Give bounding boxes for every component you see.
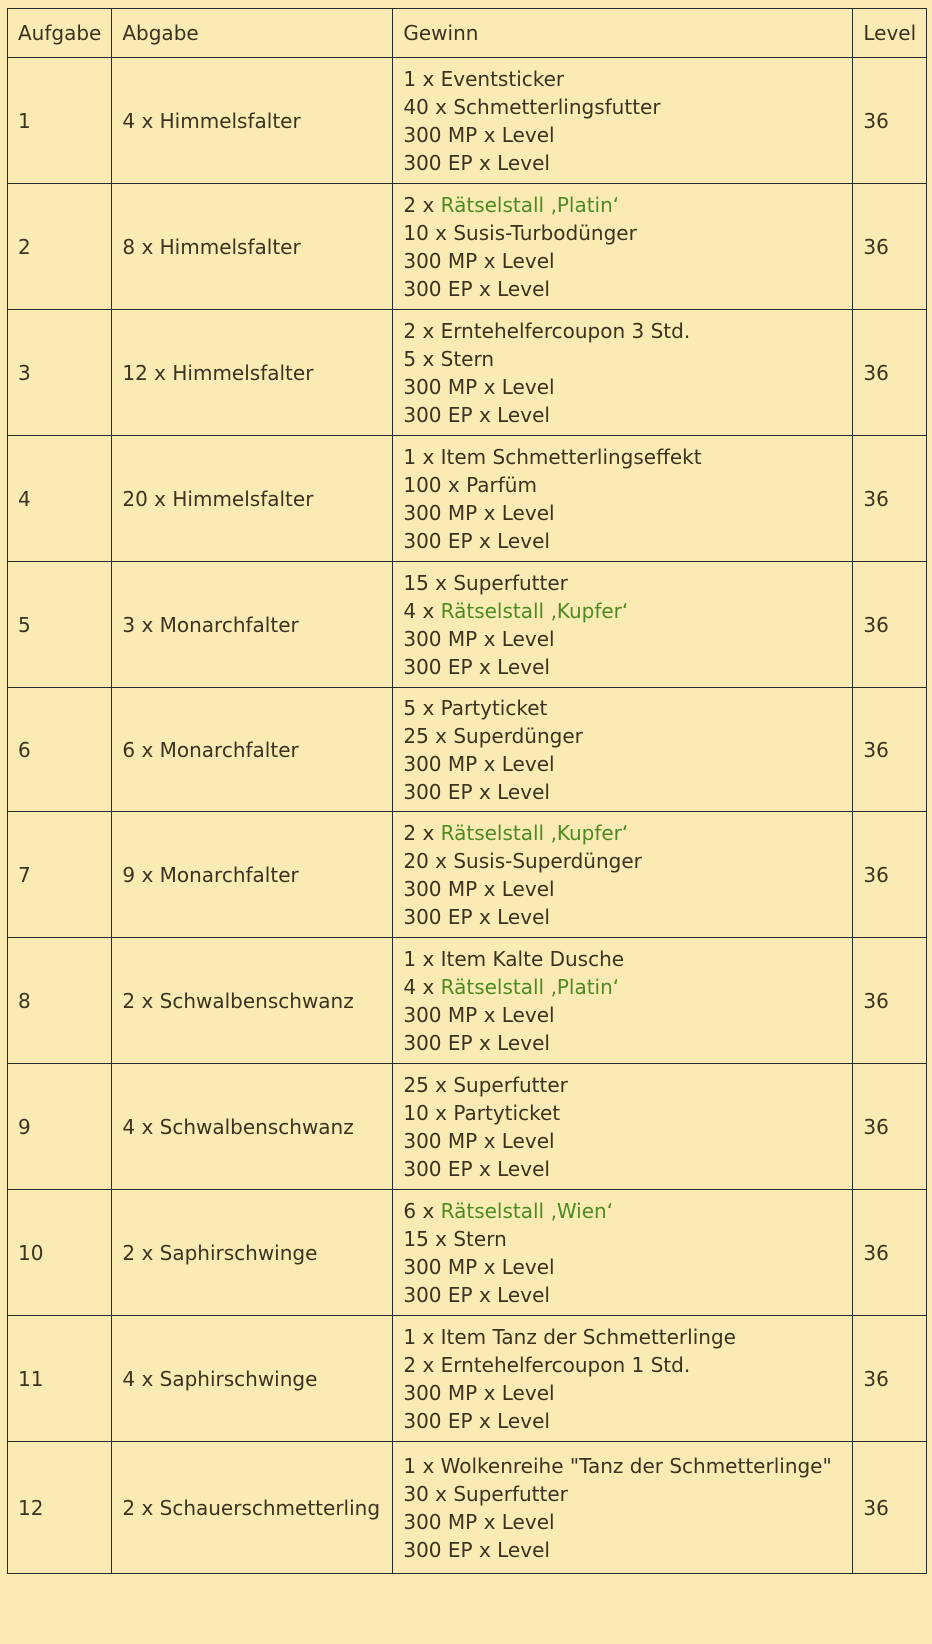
reward-line — [403, 750, 842, 778]
reward-text: 2 x Erntehelfercoupon 3 Std. — [403, 318, 691, 343]
reward-line — [403, 653, 842, 681]
cell-aufgabe: 9 — [8, 1064, 112, 1190]
cell-level: 36 — [853, 562, 927, 688]
reward-line — [403, 1253, 842, 1281]
cell-abgabe: 2 x Schwalbenschwanz — [112, 938, 393, 1064]
reward-line — [403, 1351, 842, 1379]
reward-line — [403, 1099, 842, 1127]
reward-text: 1 x Wolkenreihe "Tanz der Schmetterlinge" — [403, 1453, 832, 1478]
cell-gewinn — [393, 938, 853, 1064]
cell-gewinn — [393, 1442, 853, 1574]
reward-line — [403, 443, 842, 471]
cell-gewinn — [393, 1190, 853, 1316]
table-row — [8, 938, 927, 1064]
reward-text: 30 x Superfutter — [403, 1481, 568, 1506]
cell-abgabe: 4 x Saphirschwinge — [112, 1316, 393, 1442]
reward-line — [403, 471, 842, 499]
table-row — [8, 1190, 927, 1316]
reward-text: 300 MP x Level — [403, 374, 555, 399]
reward-line — [403, 1001, 842, 1029]
reward-line — [403, 373, 842, 401]
reward-link[interactable]: Rätselstall ‚Platin‘ — [440, 974, 620, 999]
reward-line — [403, 121, 842, 149]
table-row — [8, 1064, 927, 1190]
cell-abgabe: 8 x Himmelsfalter — [112, 184, 393, 310]
reward-text: 300 MP x Level — [403, 248, 555, 273]
cell-abgabe: 9 x Monarchfalter — [112, 812, 393, 938]
cell-gewinn — [393, 1316, 853, 1442]
reward-link[interactable]: Rätselstall ‚Kupfer‘ — [440, 598, 629, 623]
reward-line — [403, 527, 842, 555]
table-row — [8, 812, 927, 938]
reward-line — [403, 597, 842, 625]
reward-line — [403, 1508, 842, 1536]
table-row — [8, 1316, 927, 1442]
reward-text: 1 x Item Tanz der Schmetterlinge — [403, 1324, 736, 1349]
table-body — [8, 58, 927, 1574]
reward-text: 4 x — [403, 974, 441, 999]
reward-line — [403, 317, 842, 345]
reward-text: 300 MP x Level — [403, 1002, 555, 1027]
reward-line — [403, 819, 842, 847]
reward-text: 5 x Stern — [403, 346, 495, 371]
reward-text: 300 MP x Level — [403, 1254, 555, 1279]
reward-line — [403, 1071, 842, 1099]
reward-text: 5 x Partyticket — [403, 695, 548, 720]
reward-line — [403, 1155, 842, 1183]
reward-line — [403, 1407, 842, 1435]
reward-line — [403, 903, 842, 931]
cell-gewinn — [393, 436, 853, 562]
reward-line — [403, 778, 842, 806]
reward-text: 40 x Schmetterlingsfutter — [403, 94, 661, 119]
cell-aufgabe: 8 — [8, 938, 112, 1064]
reward-text: 300 EP x Level — [403, 1282, 550, 1307]
reward-text: 300 EP x Level — [403, 1030, 550, 1055]
cell-level: 36 — [853, 1316, 927, 1442]
reward-line — [403, 875, 842, 903]
reward-line — [403, 1197, 842, 1225]
reward-link[interactable]: Rätselstall ‚Wien‘ — [440, 1198, 614, 1223]
reward-line — [403, 275, 842, 303]
cell-level: 36 — [853, 812, 927, 938]
reward-text: 300 MP x Level — [403, 500, 555, 525]
reward-text: 300 EP x Level — [403, 150, 550, 175]
cell-level: 36 — [853, 1190, 927, 1316]
reward-text: 300 MP x Level — [403, 1128, 555, 1153]
reward-text: 15 x Stern — [403, 1226, 507, 1251]
cell-aufgabe: 6 — [8, 688, 112, 812]
table-row — [8, 436, 927, 562]
cell-gewinn — [393, 310, 853, 436]
cell-abgabe: 6 x Monarchfalter — [112, 688, 393, 812]
reward-link[interactable]: Rätselstall ‚Platin‘ — [440, 192, 620, 217]
reward-line — [403, 401, 842, 429]
cell-level: 36 — [853, 688, 927, 812]
header-row — [8, 9, 927, 58]
cell-abgabe: 3 x Monarchfalter — [112, 562, 393, 688]
header-level: Level — [853, 9, 927, 58]
table-row — [8, 310, 927, 436]
reward-line — [403, 1029, 842, 1057]
quest-table — [7, 8, 927, 1574]
reward-text: 300 MP x Level — [403, 1380, 555, 1405]
reward-text: 15 x Superfutter — [403, 570, 568, 595]
reward-text: 4 x — [403, 598, 441, 623]
reward-text: 300 MP x Level — [403, 751, 555, 776]
cell-level: 36 — [853, 436, 927, 562]
cell-level: 36 — [853, 184, 927, 310]
table-row — [8, 688, 927, 812]
reward-line — [403, 1480, 842, 1508]
cell-aufgabe: 7 — [8, 812, 112, 938]
reward-text: 2 x — [403, 820, 441, 845]
cell-abgabe: 2 x Saphirschwinge — [112, 1190, 393, 1316]
reward-line — [403, 625, 842, 653]
cell-abgabe: 4 x Himmelsfalter — [112, 58, 393, 184]
reward-line — [403, 499, 842, 527]
cell-level: 36 — [853, 1064, 927, 1190]
cell-level: 36 — [853, 938, 927, 1064]
reward-text: 300 EP x Level — [403, 1408, 550, 1433]
reward-text: 300 MP x Level — [403, 122, 555, 147]
reward-text: 300 MP x Level — [403, 1509, 555, 1534]
reward-text: 20 x Susis-Superdünger — [403, 848, 642, 873]
cell-gewinn — [393, 1064, 853, 1190]
reward-line — [403, 1379, 842, 1407]
reward-line — [403, 149, 842, 177]
reward-text: 300 MP x Level — [403, 626, 555, 651]
reward-line — [403, 569, 842, 597]
reward-text: 300 EP x Level — [403, 654, 550, 679]
reward-text: 2 x — [403, 192, 441, 217]
reward-line — [403, 65, 842, 93]
reward-line — [403, 1536, 842, 1564]
reward-text: 300 EP x Level — [403, 1537, 550, 1562]
reward-text: 1 x Item Schmetterlingseffekt — [403, 444, 702, 469]
table-row — [8, 1442, 927, 1574]
cell-aufgabe: 11 — [8, 1316, 112, 1442]
reward-line — [403, 191, 842, 219]
reward-text: 10 x Susis-Turbodünger — [403, 220, 637, 245]
reward-line — [403, 219, 842, 247]
cell-level: 36 — [853, 58, 927, 184]
reward-text: 25 x Superdünger — [403, 723, 583, 748]
reward-text: 300 EP x Level — [403, 1156, 550, 1181]
reward-line — [403, 1281, 842, 1309]
cell-level: 36 — [853, 1442, 927, 1574]
reward-line — [403, 1452, 842, 1480]
cell-aufgabe: 3 — [8, 310, 112, 436]
cell-aufgabe: 5 — [8, 562, 112, 688]
reward-text: 300 EP x Level — [403, 904, 550, 929]
cell-level: 36 — [853, 310, 927, 436]
reward-line — [403, 345, 842, 373]
cell-gewinn — [393, 812, 853, 938]
reward-line — [403, 694, 842, 722]
cell-gewinn — [393, 184, 853, 310]
cell-gewinn — [393, 562, 853, 688]
table-row — [8, 184, 927, 310]
reward-line — [403, 945, 842, 973]
cell-aufgabe: 10 — [8, 1190, 112, 1316]
reward-text: 2 x Erntehelfercoupon 1 Std. — [403, 1352, 691, 1377]
cell-abgabe: 12 x Himmelsfalter — [112, 310, 393, 436]
cell-abgabe: 20 x Himmelsfalter — [112, 436, 393, 562]
cell-aufgabe: 2 — [8, 184, 112, 310]
header-aufgabe: Aufgabe — [8, 9, 112, 58]
reward-text: 10 x Partyticket — [403, 1100, 561, 1125]
reward-text: 300 EP x Level — [403, 779, 550, 804]
cell-abgabe: 2 x Schauerschmetterling — [112, 1442, 393, 1574]
reward-text: 100 x Parfüm — [403, 472, 537, 497]
cell-aufgabe: 12 — [8, 1442, 112, 1574]
header-gewinn: Gewinn — [393, 9, 853, 58]
reward-link[interactable]: Rätselstall ‚Kupfer‘ — [440, 820, 629, 845]
reward-text: 300 EP x Level — [403, 528, 550, 553]
cell-abgabe: 4 x Schwalbenschwanz — [112, 1064, 393, 1190]
reward-line — [403, 1127, 842, 1155]
reward-line — [403, 1225, 842, 1253]
reward-line — [403, 847, 842, 875]
reward-line — [403, 722, 842, 750]
reward-text: 1 x Item Kalte Dusche — [403, 946, 625, 971]
header-abgabe: Abgabe — [112, 9, 393, 58]
reward-line — [403, 93, 842, 121]
reward-line — [403, 247, 842, 275]
reward-line — [403, 973, 842, 1001]
reward-text: 300 EP x Level — [403, 276, 550, 301]
reward-text: 25 x Superfutter — [403, 1072, 568, 1097]
reward-text: 1 x Eventsticker — [403, 66, 565, 91]
cell-gewinn — [393, 688, 853, 812]
reward-text: 6 x — [403, 1198, 441, 1223]
cell-gewinn — [393, 58, 853, 184]
cell-aufgabe: 4 — [8, 436, 112, 562]
cell-aufgabe: 1 — [8, 58, 112, 184]
reward-line — [403, 1323, 842, 1351]
reward-text: 300 EP x Level — [403, 402, 550, 427]
table-row — [8, 58, 927, 184]
table-row — [8, 562, 927, 688]
reward-text: 300 MP x Level — [403, 876, 555, 901]
